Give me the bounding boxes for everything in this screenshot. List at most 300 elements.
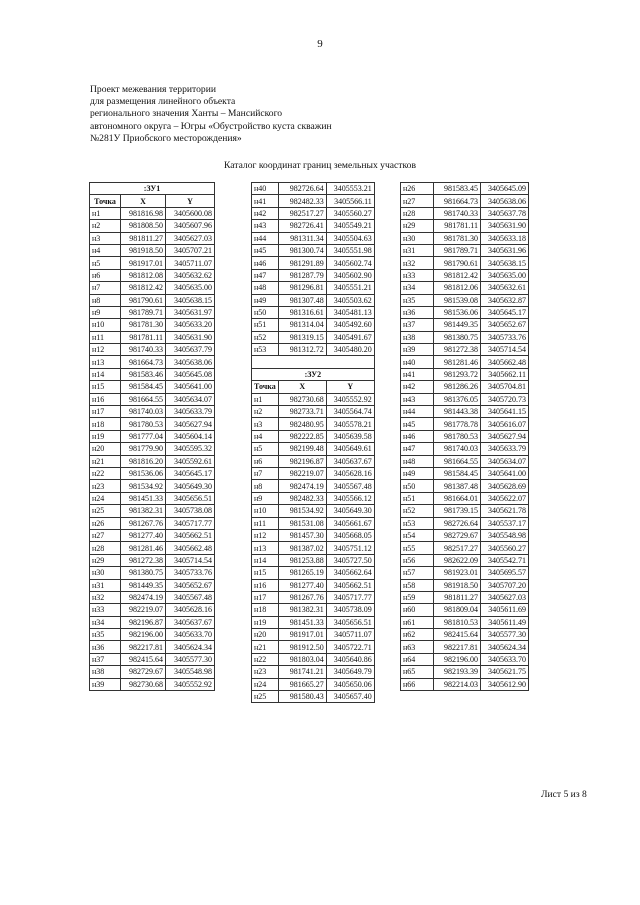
point-cell: н19 [90, 430, 121, 442]
x-cell: 981300.74 [278, 244, 326, 256]
table-row [252, 554, 375, 566]
y-cell: 3405633.70 [481, 653, 529, 665]
y-cell: 3405662.51 [166, 529, 215, 541]
point-cell: н47 [252, 269, 279, 281]
x-cell: 981809.04 [434, 604, 481, 616]
x-cell: 981319.15 [278, 331, 326, 343]
y-cell: 3405551.98 [326, 244, 374, 256]
table-row [252, 542, 375, 554]
y-cell: 3405634.07 [166, 393, 215, 405]
x-cell: 981382.31 [121, 505, 166, 517]
point-cell: н26 [401, 183, 434, 195]
y-cell: 3405668.05 [326, 529, 374, 541]
table-row [401, 443, 529, 455]
point-cell: н53 [252, 344, 279, 356]
y-cell: 3405627.03 [481, 591, 529, 603]
y-cell: 3405638.06 [481, 195, 529, 207]
y-cell: 3405656.51 [166, 492, 215, 504]
table-row [252, 232, 375, 244]
table-row [401, 629, 529, 641]
x-cell: 981267.76 [278, 591, 326, 603]
point-cell: н11 [90, 331, 121, 343]
x-cell: 982214.03 [434, 678, 481, 690]
table-row [401, 567, 529, 579]
point-cell: н37 [401, 319, 434, 331]
blank-row [252, 356, 375, 368]
y-cell: 3405612.90 [481, 678, 529, 690]
point-cell: н5 [252, 443, 279, 455]
section-row [252, 368, 375, 380]
table-row [401, 183, 529, 195]
y-cell: 3405638.06 [166, 356, 215, 368]
point-cell: н34 [90, 616, 121, 628]
table-row [252, 430, 375, 442]
table-row [90, 356, 215, 368]
point-cell: н4 [252, 430, 279, 442]
x-cell: 982730.68 [121, 678, 166, 690]
point-cell: н59 [401, 591, 434, 603]
point-cell: н52 [252, 331, 279, 343]
table-row [252, 517, 375, 529]
x-cell: 981443.38 [434, 406, 481, 418]
table-row [90, 294, 215, 306]
page-number: 9 [317, 38, 323, 50]
x-cell: 981777.04 [121, 430, 166, 442]
point-cell: н41 [401, 368, 434, 380]
table-row [252, 220, 375, 232]
header-row [90, 195, 215, 207]
table-row [90, 467, 215, 479]
table-row [252, 406, 375, 418]
table-row [401, 207, 529, 219]
x-cell: 981291.89 [278, 257, 326, 269]
y-cell: 3405567.48 [166, 591, 215, 603]
column-header-x: X [121, 195, 166, 207]
point-cell: н43 [401, 393, 434, 405]
y-cell: 3405657.40 [326, 691, 374, 703]
point-cell: н28 [90, 542, 121, 554]
point-cell: н65 [401, 666, 434, 678]
point-cell: н64 [401, 653, 434, 665]
table-row [401, 542, 529, 554]
point-cell: н17 [252, 591, 279, 603]
x-cell: 981664.73 [121, 356, 166, 368]
table-row [252, 467, 375, 479]
x-cell: 981376.05 [434, 393, 481, 405]
y-cell: 3405552.92 [326, 393, 374, 405]
point-cell: н39 [401, 344, 434, 356]
point-cell: н16 [90, 393, 121, 405]
x-cell: 981531.08 [278, 517, 326, 529]
point-cell: н20 [252, 629, 279, 641]
x-cell: 982482.33 [278, 492, 326, 504]
point-cell: н11 [252, 517, 279, 529]
point-cell: н30 [90, 567, 121, 579]
y-cell: 3405649.30 [326, 505, 374, 517]
point-cell: н54 [401, 529, 434, 541]
table-row [90, 554, 215, 566]
table-row [401, 356, 529, 368]
x-cell: 982196.00 [434, 653, 481, 665]
x-cell: 981739.15 [434, 505, 481, 517]
table-row [252, 480, 375, 492]
y-cell: 3405717.77 [166, 517, 215, 529]
table-row [401, 666, 529, 678]
y-cell: 3405549.21 [326, 220, 374, 232]
y-cell: 3405621.78 [481, 505, 529, 517]
x-cell: 982415.64 [121, 653, 166, 665]
point-cell: н7 [252, 467, 279, 479]
point-cell: н23 [252, 666, 279, 678]
x-cell: 981790.61 [121, 294, 166, 306]
point-cell: н44 [401, 406, 434, 418]
x-cell: 981811.27 [434, 591, 481, 603]
point-cell: н19 [252, 616, 279, 628]
table-row [401, 331, 529, 343]
point-cell: н15 [90, 381, 121, 393]
table-row [90, 542, 215, 554]
y-cell: 3405627.94 [166, 418, 215, 430]
y-cell: 3405650.06 [326, 678, 374, 690]
x-cell: 982219.07 [278, 467, 326, 479]
x-cell: 981665.27 [278, 678, 326, 690]
x-cell: 981277.40 [278, 579, 326, 591]
table-row [252, 344, 375, 356]
x-cell: 981664.55 [121, 393, 166, 405]
table-row [252, 183, 375, 195]
point-cell: н1 [90, 207, 121, 219]
point-cell: н23 [90, 480, 121, 492]
x-cell: 981311.34 [278, 232, 326, 244]
table-row [252, 443, 375, 455]
y-cell: 3405627.94 [481, 430, 529, 442]
table-row [90, 480, 215, 492]
x-cell: 981451.33 [278, 616, 326, 628]
y-cell: 3405632.62 [166, 269, 215, 281]
table-row [401, 195, 529, 207]
x-cell: 981382.31 [278, 604, 326, 616]
table-row [90, 381, 215, 393]
table-row [252, 691, 375, 703]
table-row [252, 393, 375, 405]
table-row [252, 294, 375, 306]
y-cell: 3405711.07 [326, 629, 374, 641]
y-cell: 3405548.98 [166, 666, 215, 678]
x-cell: 981272.38 [434, 344, 481, 356]
table-row [401, 244, 529, 256]
point-cell: н53 [401, 517, 434, 529]
x-cell: 982474.19 [121, 591, 166, 603]
point-cell: н58 [401, 579, 434, 591]
table-row [252, 579, 375, 591]
table-row [401, 306, 529, 318]
point-cell: н46 [252, 257, 279, 269]
y-cell: 3405616.07 [481, 418, 529, 430]
x-cell: 981539.08 [434, 294, 481, 306]
sheet-counter: Лист 5 из 8 [541, 789, 587, 800]
x-cell: 981812.42 [121, 282, 166, 294]
x-cell: 981781.11 [434, 220, 481, 232]
x-cell: 982196.00 [121, 629, 166, 641]
x-cell: 981812.06 [434, 282, 481, 294]
table-row [401, 467, 529, 479]
x-cell: 982199.48 [278, 443, 326, 455]
y-cell: 3405633.20 [166, 319, 215, 331]
point-cell: н18 [252, 604, 279, 616]
y-cell: 3405503.62 [326, 294, 374, 306]
table-row [401, 591, 529, 603]
table-row [401, 455, 529, 467]
point-cell: н56 [401, 554, 434, 566]
table-row [401, 257, 529, 269]
point-cell: н37 [90, 653, 121, 665]
point-cell: н46 [401, 430, 434, 442]
x-cell: 981584.45 [121, 381, 166, 393]
y-cell: 3405578.21 [326, 418, 374, 430]
x-cell: 981272.38 [121, 554, 166, 566]
table-row [252, 529, 375, 541]
point-cell: н45 [401, 418, 434, 430]
y-cell: 3405649.61 [326, 443, 374, 455]
x-cell: 981778.78 [434, 418, 481, 430]
x-cell: 982517.27 [434, 542, 481, 554]
table-row [90, 455, 215, 467]
y-cell: 3405707.21 [166, 244, 215, 256]
table-row [90, 443, 215, 455]
point-cell: н34 [401, 282, 434, 294]
table-row [252, 244, 375, 256]
y-cell: 3405633.18 [481, 232, 529, 244]
table-row [252, 591, 375, 603]
x-cell: 982222.85 [278, 430, 326, 442]
x-cell: 982193.39 [434, 666, 481, 678]
y-cell: 3405714.54 [166, 554, 215, 566]
table-row [252, 195, 375, 207]
point-cell: н6 [90, 269, 121, 281]
point-cell: н29 [401, 220, 434, 232]
x-cell: 981286.26 [434, 381, 481, 393]
point-cell: н14 [252, 554, 279, 566]
point-cell: н25 [90, 505, 121, 517]
point-cell: н2 [252, 406, 279, 418]
table-row [90, 604, 215, 616]
point-cell: н35 [90, 629, 121, 641]
table-row [252, 257, 375, 269]
y-cell: 3405639.58 [326, 430, 374, 442]
point-cell: н3 [252, 418, 279, 430]
y-cell: 3405738.08 [166, 505, 215, 517]
y-cell: 3405645.09 [481, 183, 529, 195]
point-cell: н30 [401, 232, 434, 244]
header-line: автономного округа – Югры «Обустройство куста скважин [90, 120, 332, 132]
point-cell: н27 [401, 195, 434, 207]
y-cell: 3405662.48 [481, 356, 529, 368]
y-cell: 3405604.14 [166, 430, 215, 442]
column-header-y: Y [326, 381, 374, 393]
point-cell: н38 [401, 331, 434, 343]
table-row [401, 492, 529, 504]
point-cell: н31 [401, 244, 434, 256]
point-cell: н22 [90, 467, 121, 479]
point-cell: н33 [401, 269, 434, 281]
y-cell: 3405638.15 [481, 257, 529, 269]
column-header-x: X [278, 381, 326, 393]
table-row [90, 430, 215, 442]
x-cell: 981912.50 [278, 641, 326, 653]
point-cell: н49 [401, 467, 434, 479]
x-cell: 981803.04 [278, 653, 326, 665]
x-cell: 981781.30 [434, 232, 481, 244]
x-cell: 981664.01 [434, 492, 481, 504]
x-cell: 982729.67 [434, 529, 481, 541]
point-cell: н52 [401, 505, 434, 517]
y-cell: 3405662.64 [326, 567, 374, 579]
table-row [252, 505, 375, 517]
x-cell: 981741.21 [278, 666, 326, 678]
table-row [252, 455, 375, 467]
x-cell: 981789.71 [434, 244, 481, 256]
point-cell: н29 [90, 554, 121, 566]
x-cell: 981281.46 [434, 356, 481, 368]
point-cell: н7 [90, 282, 121, 294]
point-cell: н2 [90, 220, 121, 232]
table-row [401, 393, 529, 405]
header-row [252, 381, 375, 393]
point-cell: н26 [90, 517, 121, 529]
y-cell: 3405577.30 [481, 629, 529, 641]
point-cell: н55 [401, 542, 434, 554]
point-cell: н49 [252, 294, 279, 306]
table-row [90, 666, 215, 678]
x-cell: 981457.30 [278, 529, 326, 541]
x-cell: 982726.64 [434, 517, 481, 529]
table-row [90, 282, 215, 294]
point-cell: н38 [90, 666, 121, 678]
table-row [401, 368, 529, 380]
table-row [401, 678, 529, 690]
x-cell: 981812.08 [121, 269, 166, 281]
section-label: :ЗУ1 [90, 183, 215, 195]
x-cell: 981387.02 [278, 542, 326, 554]
table-row [252, 331, 375, 343]
point-cell: н8 [90, 294, 121, 306]
point-cell: н6 [252, 455, 279, 467]
x-cell: 981808.50 [121, 220, 166, 232]
y-cell: 3405592.61 [166, 455, 215, 467]
table-row [90, 579, 215, 591]
x-cell: 981265.19 [278, 567, 326, 579]
y-cell: 3405649.30 [166, 480, 215, 492]
y-cell: 3405621.75 [481, 666, 529, 678]
y-cell: 3405662.11 [481, 368, 529, 380]
y-cell: 3405548.98 [481, 529, 529, 541]
table-row [401, 220, 529, 232]
y-cell: 3405637.67 [326, 455, 374, 467]
x-cell: 981780.53 [434, 430, 481, 442]
y-cell: 3405633.79 [166, 406, 215, 418]
table-row [90, 517, 215, 529]
point-cell: н18 [90, 418, 121, 430]
table-row [90, 331, 215, 343]
x-cell: 981816.98 [121, 207, 166, 219]
point-cell: н10 [252, 505, 279, 517]
header-line: регионального значения Ханты – Мансийского [90, 108, 283, 120]
y-cell: 3405542.71 [481, 554, 529, 566]
y-cell: 3405645.17 [481, 306, 529, 318]
point-cell: н1 [252, 393, 279, 405]
point-cell: н61 [401, 616, 434, 628]
point-cell: н48 [401, 455, 434, 467]
point-cell: н47 [401, 443, 434, 455]
x-cell: 981296.81 [278, 282, 326, 294]
y-cell: 3405566.11 [326, 195, 374, 207]
y-cell: 3405635.00 [166, 282, 215, 294]
x-cell: 981536.06 [434, 306, 481, 318]
y-cell: 3405622.07 [481, 492, 529, 504]
x-cell: 982219.07 [121, 604, 166, 616]
table-row [90, 418, 215, 430]
point-cell: н36 [90, 641, 121, 653]
table-row [90, 678, 215, 690]
table-row [252, 319, 375, 331]
table-row [401, 579, 529, 591]
point-cell: н31 [90, 579, 121, 591]
section-label: :ЗУ2 [252, 368, 375, 380]
y-cell: 3405480.20 [326, 344, 374, 356]
point-cell: н50 [252, 306, 279, 318]
table-row [90, 393, 215, 405]
point-cell: н32 [401, 257, 434, 269]
y-cell: 3405632.87 [481, 294, 529, 306]
y-cell: 3405631.97 [166, 306, 215, 318]
x-cell: 981790.61 [434, 257, 481, 269]
y-cell: 3405634.07 [481, 455, 529, 467]
x-cell: 981584.45 [434, 467, 481, 479]
point-cell: н35 [401, 294, 434, 306]
y-cell: 3405628.16 [326, 467, 374, 479]
point-cell: н41 [252, 195, 279, 207]
table-row [90, 257, 215, 269]
x-cell: 981293.72 [434, 368, 481, 380]
x-cell: 982733.71 [278, 406, 326, 418]
point-cell: н40 [252, 183, 279, 195]
x-cell: 981740.33 [121, 344, 166, 356]
y-cell: 3405537.17 [481, 517, 529, 529]
table-row [252, 604, 375, 616]
table-row [401, 232, 529, 244]
point-cell: н60 [401, 604, 434, 616]
y-cell: 3405492.60 [326, 319, 374, 331]
table-row [90, 244, 215, 256]
table-row [401, 554, 529, 566]
x-cell: 981387.48 [434, 480, 481, 492]
x-cell: 982196.87 [278, 455, 326, 467]
table-row [401, 282, 529, 294]
x-cell: 982726.64 [278, 183, 326, 195]
table-row [401, 344, 529, 356]
table-row [401, 529, 529, 541]
point-cell: н36 [401, 306, 434, 318]
y-cell: 3405645.08 [166, 368, 215, 380]
y-cell: 3405560.27 [481, 542, 529, 554]
y-cell: 3405641.00 [481, 467, 529, 479]
y-cell: 3405633.70 [166, 629, 215, 641]
y-cell: 3405595.32 [166, 443, 215, 455]
y-cell: 3405632.61 [481, 282, 529, 294]
table-row [252, 567, 375, 579]
y-cell: 3405637.79 [166, 344, 215, 356]
point-cell: н42 [252, 207, 279, 219]
